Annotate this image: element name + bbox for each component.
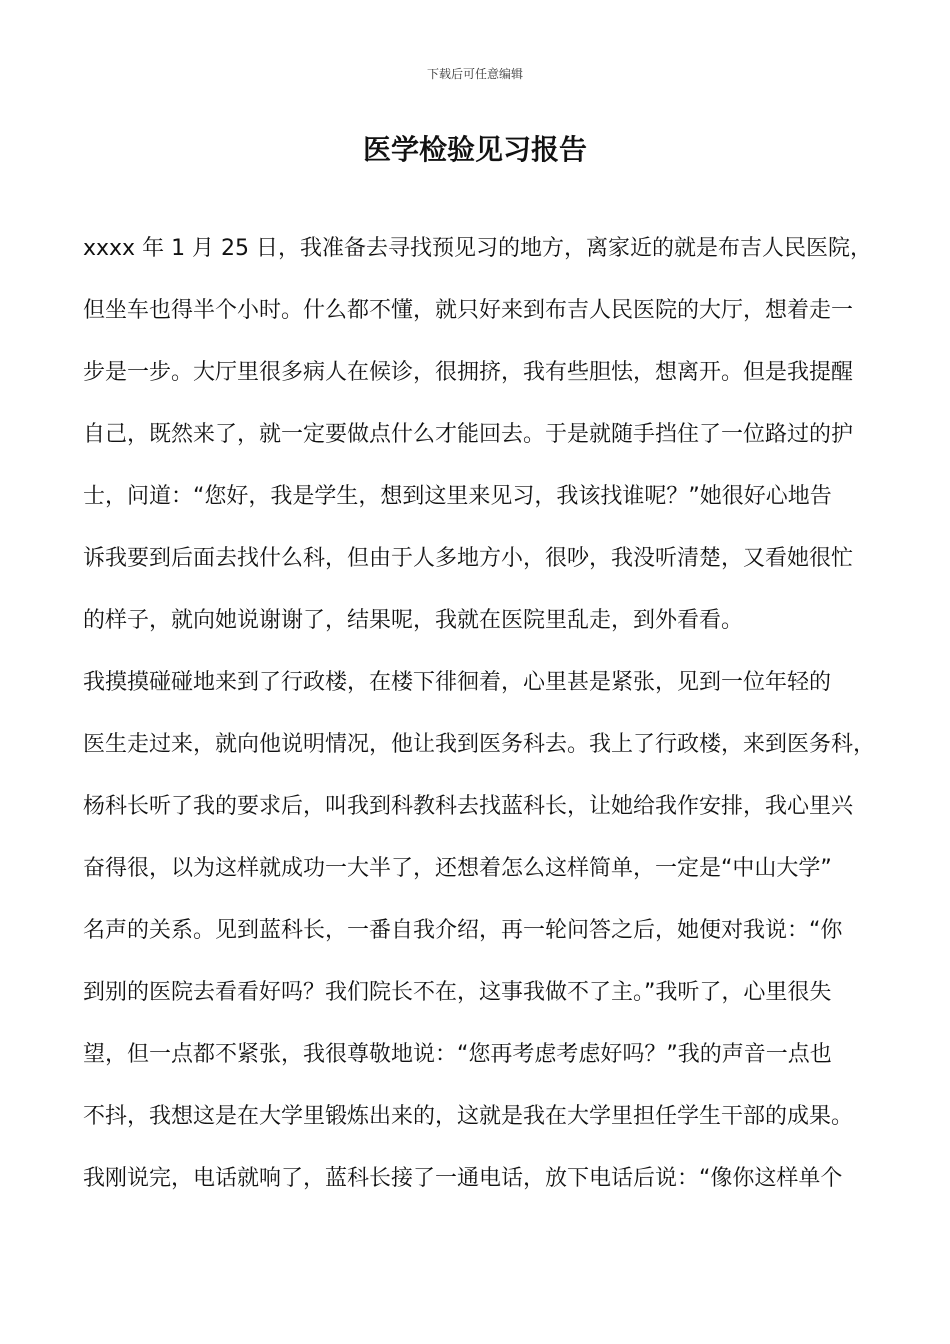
document-title: 医学检验见习报告	[362, 133, 587, 166]
body-line: 杨科长听了我的要求后，叫我到科教科去找蓝科长，让她给我作安排，我心里兴	[83, 794, 854, 819]
body-line: 望，但一点都不紧张，我很尊敬地说：“您再考虑考虑好吗？”我的声音一点也	[83, 1042, 832, 1067]
document-body	[83, 218, 883, 1210]
body-line: 步是一步。大厅里很多病人在候诊，很拥挤，我有些胆怯，想离开。但是我提醒	[83, 360, 854, 385]
body-line: 不抖，我想这是在大学里锻炼出来的，这就是我在大学里担任学生干部的成果。	[83, 1104, 854, 1129]
body-line: 我刚说完，电话就响了，蓝科长接了一通电话，放下电话后说：“像你这样单个	[83, 1166, 843, 1191]
body-line: 的样子，就向她说谢谢了，结果呢，我就在医院里乱走，到外看看。	[83, 608, 744, 633]
body-line: 我摸摸碰碰地来到了行政楼，在楼下徘徊着，心里甚是紧张，见到一位年轻的	[83, 670, 832, 695]
header-note: 下载后可任意编辑	[426, 67, 523, 81]
body-line: 自己，既然来了，就一定要做点什么才能回去。于是就随手挡住了一位路过的护	[83, 422, 854, 447]
body-line: 奋得很，以为这样就成功一大半了，还想着怎么这样简单，一定是“中山大学”	[83, 856, 832, 881]
body-line: 但坐车也得半个小时。什么都不懂，就只好来到布吉人民医院的大厅，想着走一	[83, 298, 854, 323]
body-line: 医生走过来，就向他说明情况，他让我到医务科去。我上了行政楼，来到医务科，	[83, 732, 876, 757]
body-line: 名声的关系。见到蓝科长，一番自我介绍，再一轮问答之后，她便对我说：“你	[83, 918, 843, 943]
body-line: 诉我要到后面去找什么科，但由于人多地方小，很吵，我没听清楚，又看她很忙	[83, 546, 854, 571]
body-line: 士，问道：“您好，我是学生，想到这里来见习，我该找谁呢？”她很好心地告	[83, 484, 832, 509]
body-line: xxxx 年 1 月 25 日，我准备去寻找预见习的地方，离家近的就是布吉人民医院，	[83, 236, 873, 261]
body-line: 到别的医院去看看好吗？我们院长不在，这事我做不了主。”我听了，心里很失	[83, 980, 832, 1005]
